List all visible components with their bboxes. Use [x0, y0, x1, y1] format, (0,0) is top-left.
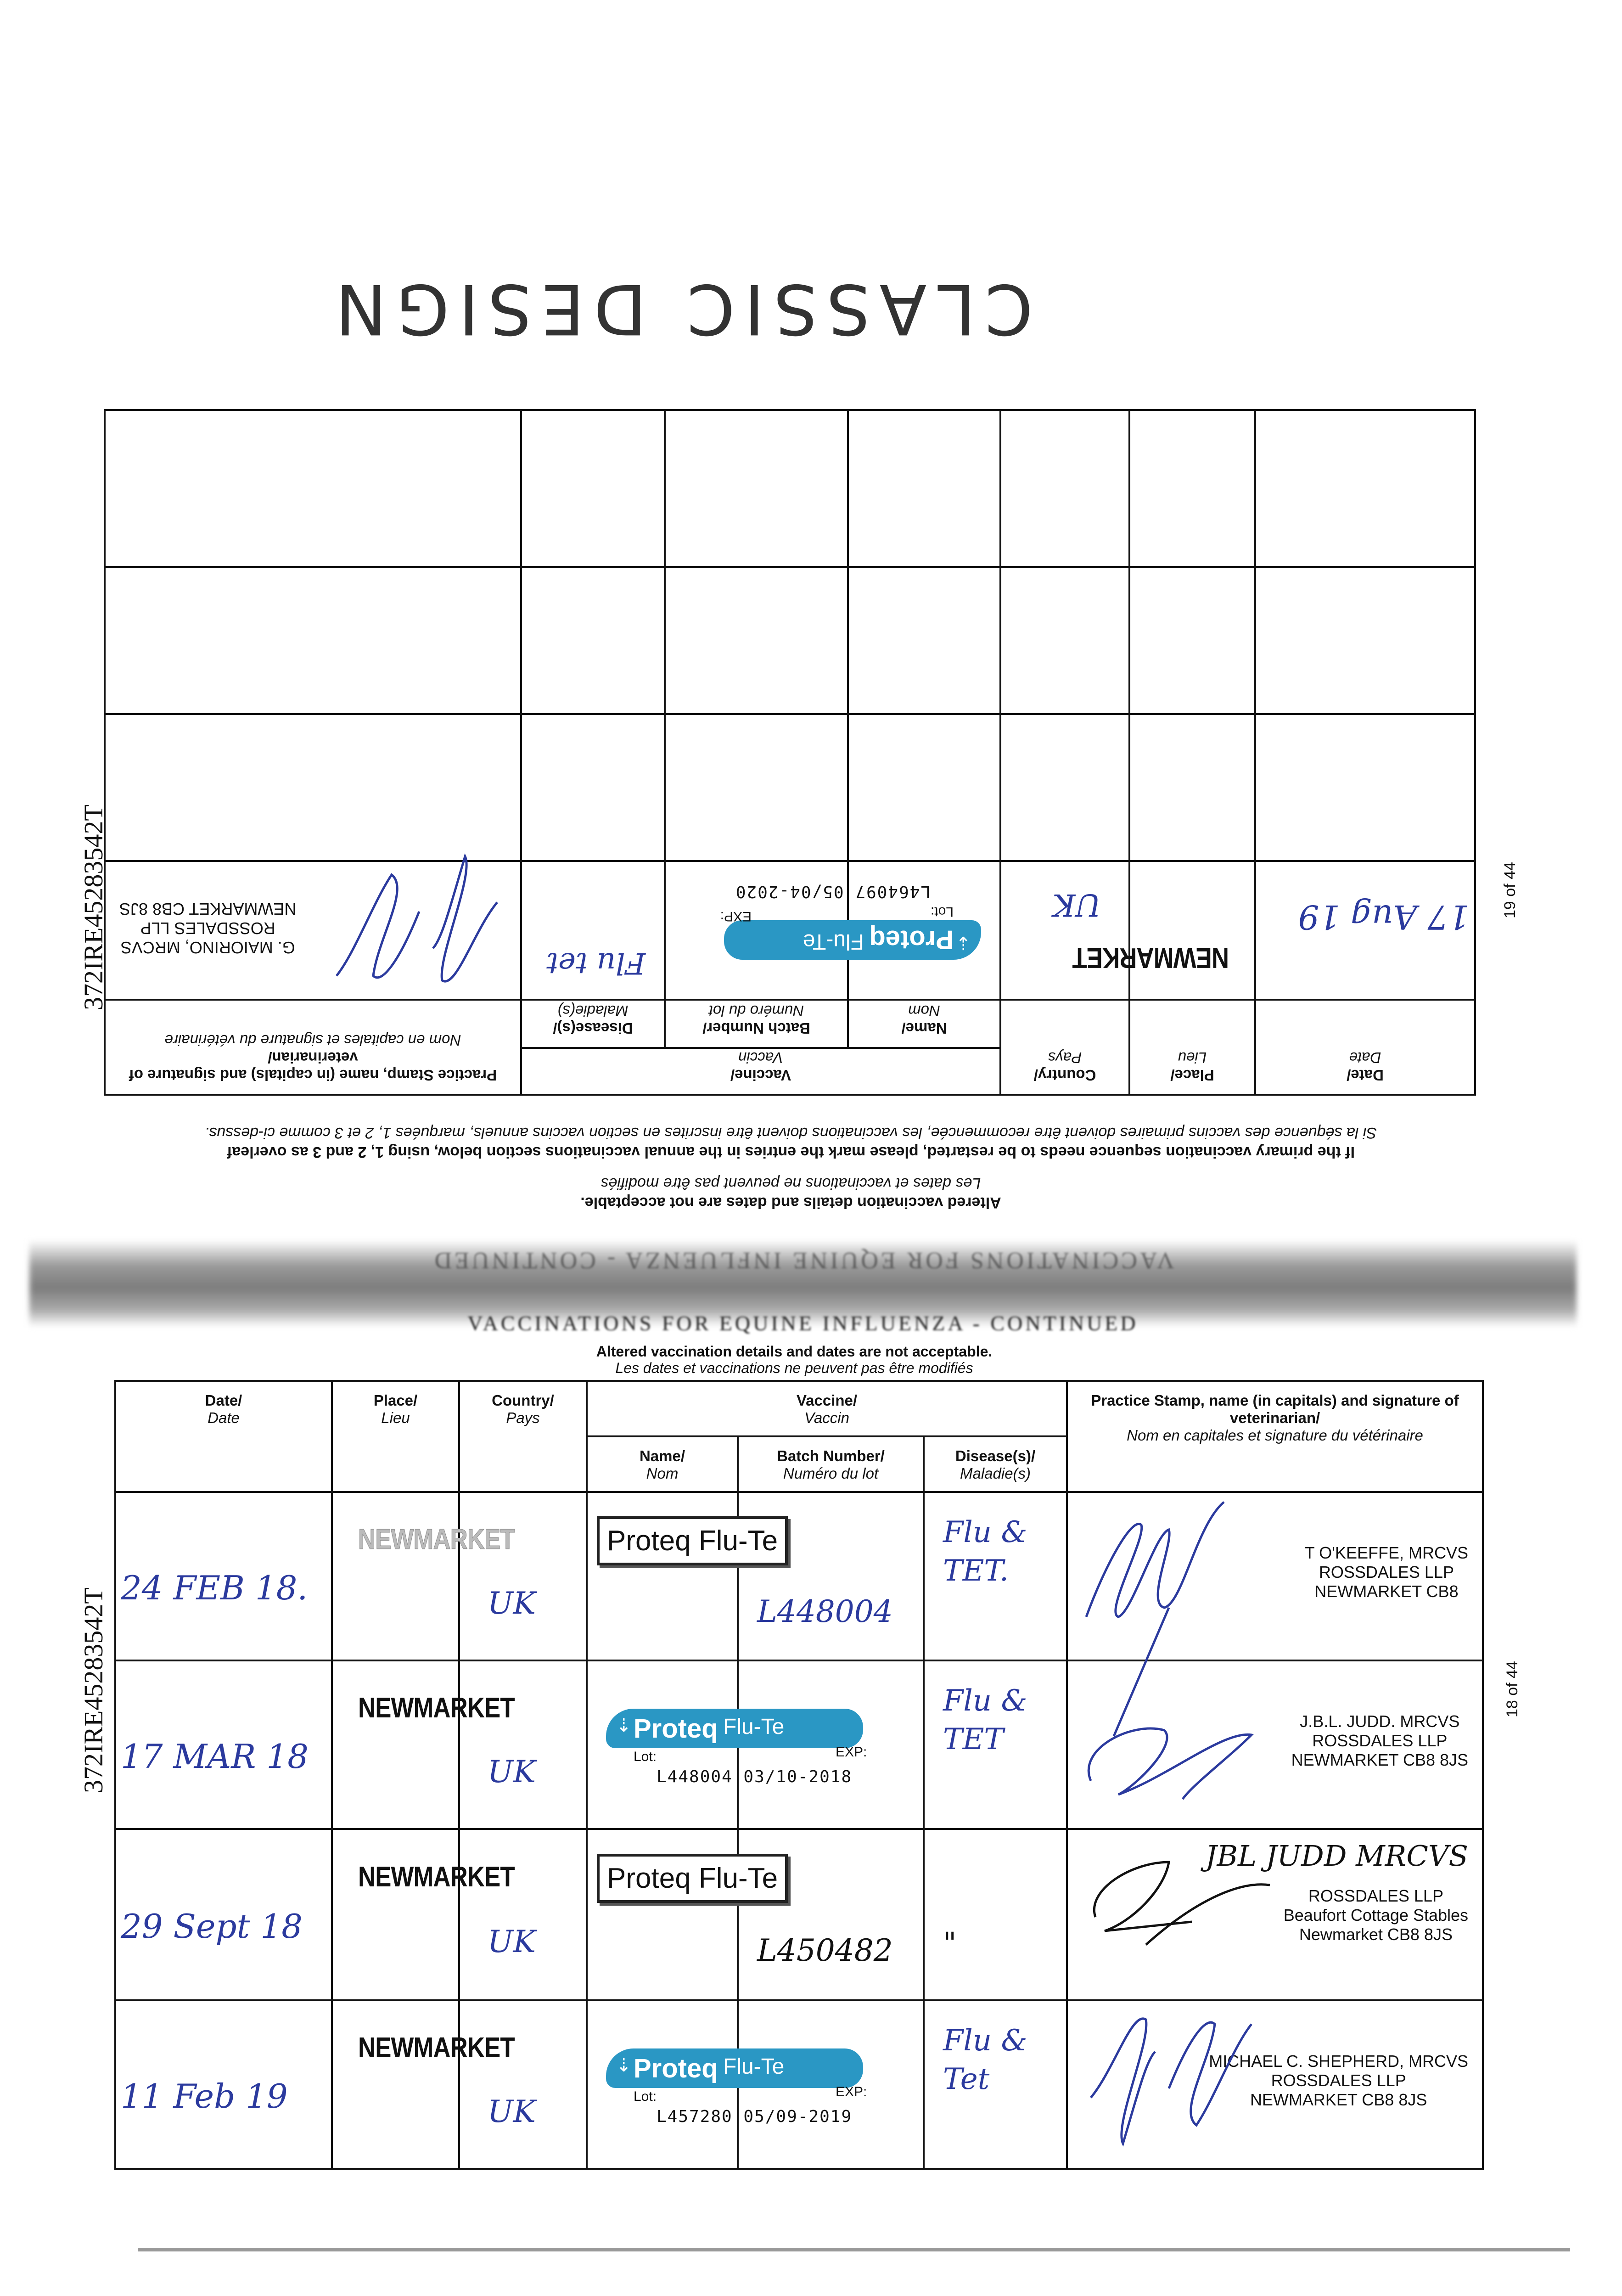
passport-id-lower: 372IRE45283542T: [79, 1587, 108, 1793]
country-cell: [459, 2000, 587, 2169]
header-label: Date/: [1347, 1067, 1384, 1084]
header-label: Batch Number/: [777, 1447, 885, 1464]
batch-header: [738, 1436, 924, 1492]
arrow-icon: ⇣: [616, 2055, 632, 2076]
vet-stamp-line: Beaufort Cottage Stables: [1283, 1906, 1469, 1925]
cell-content: [460, 2001, 586, 2168]
label-band: [606, 1709, 863, 1748]
label-band: [724, 920, 981, 960]
country: UK: [488, 2093, 536, 2129]
passport-id-upper: 372IRE45283542T: [79, 805, 108, 1010]
vaccination-date: 24 FEB 18.: [121, 1569, 308, 1608]
notice-en: Altered vaccination details and dates are not acceptable.: [580, 1194, 1001, 1211]
vaccination-entry-row: [115, 1660, 1483, 1829]
header-label: Disease(s)/: [955, 1447, 1036, 1464]
vet-stamp-line: ROSSDALES LLP: [140, 919, 275, 938]
header-label: Country/: [492, 1392, 554, 1409]
date-cell: [115, 1492, 332, 1660]
cell-content: [588, 1661, 867, 1828]
vaccine-name-stamp: Proteq Flu-Te: [597, 1516, 788, 1565]
cell-content: [522, 568, 664, 713]
cell-content: [1001, 411, 1128, 566]
header-label-fr: Lieu: [1178, 1049, 1207, 1066]
vet-signature: [1077, 1835, 1279, 1991]
disease-cell: [521, 567, 665, 714]
cell-content: [588, 2001, 867, 2168]
batch-number-cell: [665, 567, 848, 714]
vet-signature: [1077, 2006, 1279, 2162]
header-label-fr: Numéro du lot: [783, 1465, 879, 1482]
cell-content: [522, 715, 664, 860]
practice-stamp-cell: [105, 410, 521, 567]
cell-content: [1256, 568, 1474, 713]
lower-notice: [565, 1343, 1024, 1376]
vaccine-label: [606, 1709, 867, 1796]
label-lot-caption: Lot:: [634, 2088, 657, 2104]
header-label: Country/: [1033, 1067, 1096, 1084]
place-stamp: NEWMARKET: [1072, 941, 1229, 974]
date-cell: [1255, 410, 1475, 567]
place-stamp: NEWMARKET: [358, 1861, 515, 1893]
country-cell: [459, 1492, 587, 1660]
practice-stamp-cell: [1067, 1660, 1483, 1829]
country-header: [459, 1381, 587, 1492]
header-row: [105, 1048, 1475, 1095]
cell-content: [116, 1661, 331, 1828]
cell-content: [1068, 2001, 1482, 2168]
diseases: Flu & TET.: [943, 1515, 1027, 1588]
date-cell: [115, 1829, 332, 2000]
upper-notice: [106, 1123, 1476, 1212]
cell-content: [1068, 1661, 1482, 1828]
cell-content: [116, 2001, 331, 2168]
section-title: VACCINATIONS FOR EQUINE INFLUENZA - CONTINUED: [467, 1311, 1139, 1335]
header-label: Date/: [205, 1392, 242, 1409]
cell-content: [1256, 411, 1474, 566]
upper-vaccination-table: [104, 409, 1476, 1096]
country-cell: [459, 1829, 587, 2000]
cell-content: [460, 1661, 586, 1828]
place-header: [1129, 1000, 1255, 1095]
cell-content: [116, 1830, 331, 1999]
disease-cell: [521, 714, 665, 861]
header-label-fr: Date: [208, 1409, 240, 1426]
place-header: [332, 1381, 459, 1492]
handwritten-note: CLASSIC DESIGN: [326, 269, 1033, 349]
cell-content: [1130, 715, 1254, 860]
vet-handwritten-name: JBL JUDD MRCVS: [1205, 1839, 1469, 1873]
header-label-fr: Nom: [908, 1002, 940, 1019]
header-label: Practice Stamp, name (in capitals) and signature of veterinarian/: [129, 1049, 497, 1084]
cell-content: [522, 411, 664, 566]
cell-content: [720, 862, 999, 999]
vaccine-name-cell: [587, 1660, 867, 1829]
vaccination-entry-row: [105, 861, 1475, 1000]
notice-restart-fr: Si la séquence des vaccins primaires doivent être recommencée, les vaccinations doivent être inscrites en section vaccins annuels, marquées 1, 2 et 3 comme ci-dessus.: [204, 1124, 1377, 1142]
date-cell: [1255, 861, 1475, 1000]
cell-content: [849, 715, 999, 860]
stamp-header: [1067, 1381, 1483, 1492]
expiry-date: 05/09-2019: [743, 2107, 853, 2126]
expiry-date: 03/10-2018: [743, 1767, 853, 1786]
cell-content: [849, 568, 999, 713]
label-product: Flu-Te: [803, 929, 864, 954]
header-label: Batch Number/: [702, 1020, 810, 1037]
stamp-header: [105, 1000, 521, 1095]
label-product: Flu-Te: [723, 2054, 785, 2079]
country: UK: [488, 1585, 536, 1621]
label-exp-caption: EXP:: [836, 2084, 867, 2099]
header-label-fr: Vaccin: [804, 1409, 849, 1426]
practice-stamp-cell: [1067, 1829, 1483, 2000]
country: UK: [488, 1754, 536, 1790]
vaccination-entry-row: [115, 1492, 1483, 1660]
country: UK: [1053, 887, 1101, 923]
vaccine-name-cell: [587, 1829, 778, 2000]
place-cell: [1129, 567, 1255, 714]
label-lot-caption: Lot:: [930, 904, 954, 920]
cell-content: [925, 1493, 1066, 1660]
diseases: Flu & TET: [943, 1684, 1027, 1757]
lower-vaccination-table: [114, 1380, 1484, 2170]
label-lot-exp: [735, 882, 931, 901]
disease-cell: [924, 2000, 1067, 2169]
header-label: Place/: [1170, 1067, 1214, 1084]
vet-stamp-line: Newmarket CB8 8JS: [1299, 1925, 1453, 1944]
lot-number: L448004: [657, 1767, 733, 1786]
lot-number: L464097: [854, 882, 931, 901]
label-brand: Proteq: [869, 925, 954, 955]
vaccine-name-cell: [720, 861, 1000, 1000]
diseases: Flu tet: [546, 945, 645, 980]
place-stamp: NEWMARKET: [358, 1524, 515, 1556]
vaccine-name-cell: [587, 2000, 867, 2169]
label-lot-exp: [657, 2107, 852, 2126]
arrow-icon: ⇣: [616, 1715, 632, 1736]
arrow-icon: ⇣: [955, 933, 971, 953]
vet-signature: [309, 838, 511, 994]
country-cell: [459, 1660, 587, 1829]
cell-content: [925, 1661, 1066, 1828]
name-header: [587, 1436, 738, 1492]
label-exp-caption: EXP:: [720, 909, 752, 924]
vet-stamp-line: NEWMARKET CB8 8JS: [1291, 1750, 1469, 1770]
date-header: [115, 1381, 332, 1492]
section-title-ghost: VACCINATIONS FOR EQUINE INFLUENZA - CONTINUED: [432, 1247, 1174, 1273]
country-cell: [1000, 861, 1129, 1000]
cell-content: [1001, 862, 1128, 999]
date-cell: [1255, 567, 1475, 714]
header-label: Name/: [639, 1447, 685, 1464]
batch-header: [665, 1000, 848, 1048]
cell-content: [522, 862, 664, 999]
cell-content: [1068, 1493, 1482, 1660]
header-label-fr: Nom en capitales et signature du vétérinaire: [164, 1032, 461, 1049]
date-cell: [115, 2000, 332, 2169]
cell-content: [116, 1493, 331, 1660]
page-number-upper: 19 of 44: [1501, 862, 1519, 918]
cell-content: [925, 2001, 1066, 2168]
place-stamp: NEWMARKET: [358, 1692, 515, 1724]
cell-content: [1256, 715, 1474, 860]
cell-content: [1001, 568, 1128, 713]
disease-header: [521, 1000, 665, 1048]
name-header: [848, 1000, 1000, 1048]
bottom-rule: [138, 2248, 1570, 2251]
vaccine-header: [587, 1381, 1067, 1436]
date-cell: [1255, 714, 1475, 861]
batch-number: L450482: [757, 1932, 893, 1968]
vet-stamp-line: NEWMARKET CB8 8JS: [119, 900, 297, 919]
vet-stamp-line: ROSSDALES LLP: [1312, 1731, 1448, 1750]
upper-page-rotated: [106, 410, 1476, 1221]
header-label-fr: Date: [1349, 1049, 1381, 1066]
vet-stamp-line: G. MAIORINO, MRCVS: [120, 938, 295, 957]
vaccine-label: [720, 872, 981, 960]
diseases: Flu & Tet: [943, 2024, 1027, 2097]
vet-stamp: [119, 899, 296, 957]
label-band: [606, 2048, 863, 2088]
vaccination-date: 17 Aug 19: [1298, 898, 1470, 937]
country-cell: [1000, 410, 1129, 567]
disease-cell: [521, 410, 665, 567]
practice-stamp-cell: [105, 861, 521, 1000]
vaccine-header: [521, 1048, 1000, 1095]
header-label-fr: Nom: [646, 1465, 679, 1482]
cell-content: [106, 411, 520, 566]
disease-cell: [924, 1660, 1067, 1829]
header-label-fr: Pays: [1048, 1049, 1082, 1066]
vaccination-date: 11 Feb 19: [121, 2077, 288, 2116]
vet-signature: [1077, 1666, 1279, 1822]
vet-stamp-line: ROSSDALES LLP: [1308, 1886, 1443, 1906]
vaccine-name-cell: [848, 714, 1000, 861]
vet-stamp-line: J.B.L. JUDD. MRCVS: [1300, 1712, 1460, 1731]
cell-content: [925, 1830, 1066, 1999]
country-header: [1000, 1000, 1129, 1095]
cell-content: [1130, 411, 1254, 566]
disease-cell: [521, 861, 665, 1000]
header-row: [115, 1381, 1483, 1436]
place-stamp: NEWMARKET: [358, 2032, 515, 2064]
cell-content: [1130, 568, 1254, 713]
notice-fr: Les dates et vaccinations ne peuvent pas être modifiés: [601, 1175, 981, 1192]
notice-restart-en: If the primary vaccination sequence needs to be restarted, please mark the entries in the annual vaccinations section below, using 1, 2 and 3 as overleaf: [227, 1143, 1355, 1161]
notice-en: Altered vaccination details and dates are not acceptable.: [596, 1343, 993, 1360]
disease-cell: [924, 1829, 1067, 2000]
vet-stamp-line: T O'KEEFFE, MRCVS: [1304, 1543, 1469, 1563]
diseases: ": [943, 1926, 957, 1961]
vaccine-label: [606, 2048, 867, 2136]
vet-stamp-line: NEWMARKET CB8: [1314, 1582, 1459, 1601]
vet-stamp-line: ROSSDALES LLP: [1271, 2071, 1406, 2090]
header-label-fr: Vaccin: [738, 1049, 783, 1066]
notice-fr: Les dates et vaccinations ne peuvent pas être modifiés: [615, 1360, 973, 1376]
vaccination-entry-row: [115, 2000, 1483, 2169]
batch-number-cell: [665, 410, 848, 567]
label-lot-caption: Lot:: [634, 1749, 657, 1764]
cell-content: [106, 862, 520, 999]
date-header: [1255, 1000, 1475, 1095]
vaccine-name-stamp: Proteq Flu-Te: [597, 1854, 788, 1903]
cell-content: [106, 715, 520, 860]
page-number-lower: 18 of 44: [1504, 1661, 1521, 1717]
cell-content: [1256, 862, 1474, 999]
disease-header: [924, 1436, 1067, 1492]
vet-stamp: [1305, 1543, 1468, 1601]
vaccination-entry-row: [105, 410, 1475, 567]
vaccination-entry-row: [105, 714, 1475, 861]
vet-stamp: [1284, 1886, 1468, 1944]
cell-content: [588, 1493, 778, 1660]
expiry-date: 05/04-2020: [735, 882, 844, 901]
cell-content: [666, 568, 847, 713]
vaccine-name-cell: [848, 567, 1000, 714]
vet-stamp-line: MICHAEL C. SHEPHERD, MRCVS: [1209, 2052, 1469, 2071]
vet-stamp-line: NEWMARKET CB8 8JS: [1250, 2090, 1427, 2110]
header-label-fr: Numéro du lot: [708, 1002, 804, 1019]
header-label: Place/: [373, 1392, 418, 1409]
practice-stamp-cell: [1067, 1492, 1483, 1660]
cell-content: [1001, 715, 1128, 860]
cell-content: [106, 568, 520, 713]
vaccination-date: 29 Sept 18: [121, 1907, 303, 1946]
vet-signature: [1077, 1497, 1279, 1654]
vaccine-name-cell: [848, 410, 1000, 567]
disease-cell: [924, 1492, 1067, 1660]
country-cell: [1000, 567, 1129, 714]
vaccination-entry-row: [105, 567, 1475, 714]
label-brand: Proteq: [634, 2053, 718, 2083]
vaccination-entry-row: [115, 1829, 1483, 2000]
header-label-fr: Maladie(s): [557, 1002, 629, 1019]
header-label: Disease(s)/: [553, 1020, 633, 1037]
cell-content: [666, 715, 847, 860]
cell-content: [849, 411, 999, 566]
vet-stamp-line: ROSSDALES LLP: [1319, 1563, 1454, 1582]
cell-content: [1068, 1830, 1482, 1999]
header-label: Vaccine/: [796, 1392, 858, 1409]
cell-content: [460, 1830, 586, 1999]
place-cell: [1129, 410, 1255, 567]
vaccination-date: 17 MAR 18: [121, 1737, 309, 1776]
lot-number: L457280: [657, 2107, 733, 2126]
practice-stamp-cell: [1067, 2000, 1483, 2169]
label-exp-caption: EXP:: [836, 1744, 867, 1760]
header-label-fr: Maladie(s): [960, 1465, 1031, 1482]
place-cell: [1129, 714, 1255, 861]
label-product: Flu-Te: [723, 1714, 785, 1739]
header-label: Vaccine/: [730, 1067, 791, 1084]
cell-content: [666, 411, 847, 566]
practice-stamp-cell: [105, 714, 521, 861]
vaccine-name-cell: [587, 1492, 778, 1660]
vet-stamp: [1291, 1712, 1468, 1770]
label-lot-exp: [657, 1767, 852, 1786]
header-label-fr: Nom en capitales et signature du vétérinaire: [1127, 1427, 1423, 1444]
batch-number: L448004: [757, 1594, 893, 1630]
date-cell: [115, 1660, 332, 1829]
header-label: Practice Stamp, name (in capitals) and signature of veterinarian/: [1091, 1392, 1459, 1426]
label-brand: Proteq: [634, 1713, 718, 1744]
country-cell: [1000, 714, 1129, 861]
cell-content: [588, 1830, 778, 1999]
cell-content: [460, 1493, 586, 1660]
batch-number-cell: [665, 714, 848, 861]
header-label-fr: Pays: [506, 1409, 540, 1426]
practice-stamp-cell: [105, 567, 521, 714]
country: UK: [488, 1924, 536, 1960]
header-label: Name/: [901, 1020, 947, 1037]
header-label-fr: Lieu: [381, 1409, 410, 1426]
